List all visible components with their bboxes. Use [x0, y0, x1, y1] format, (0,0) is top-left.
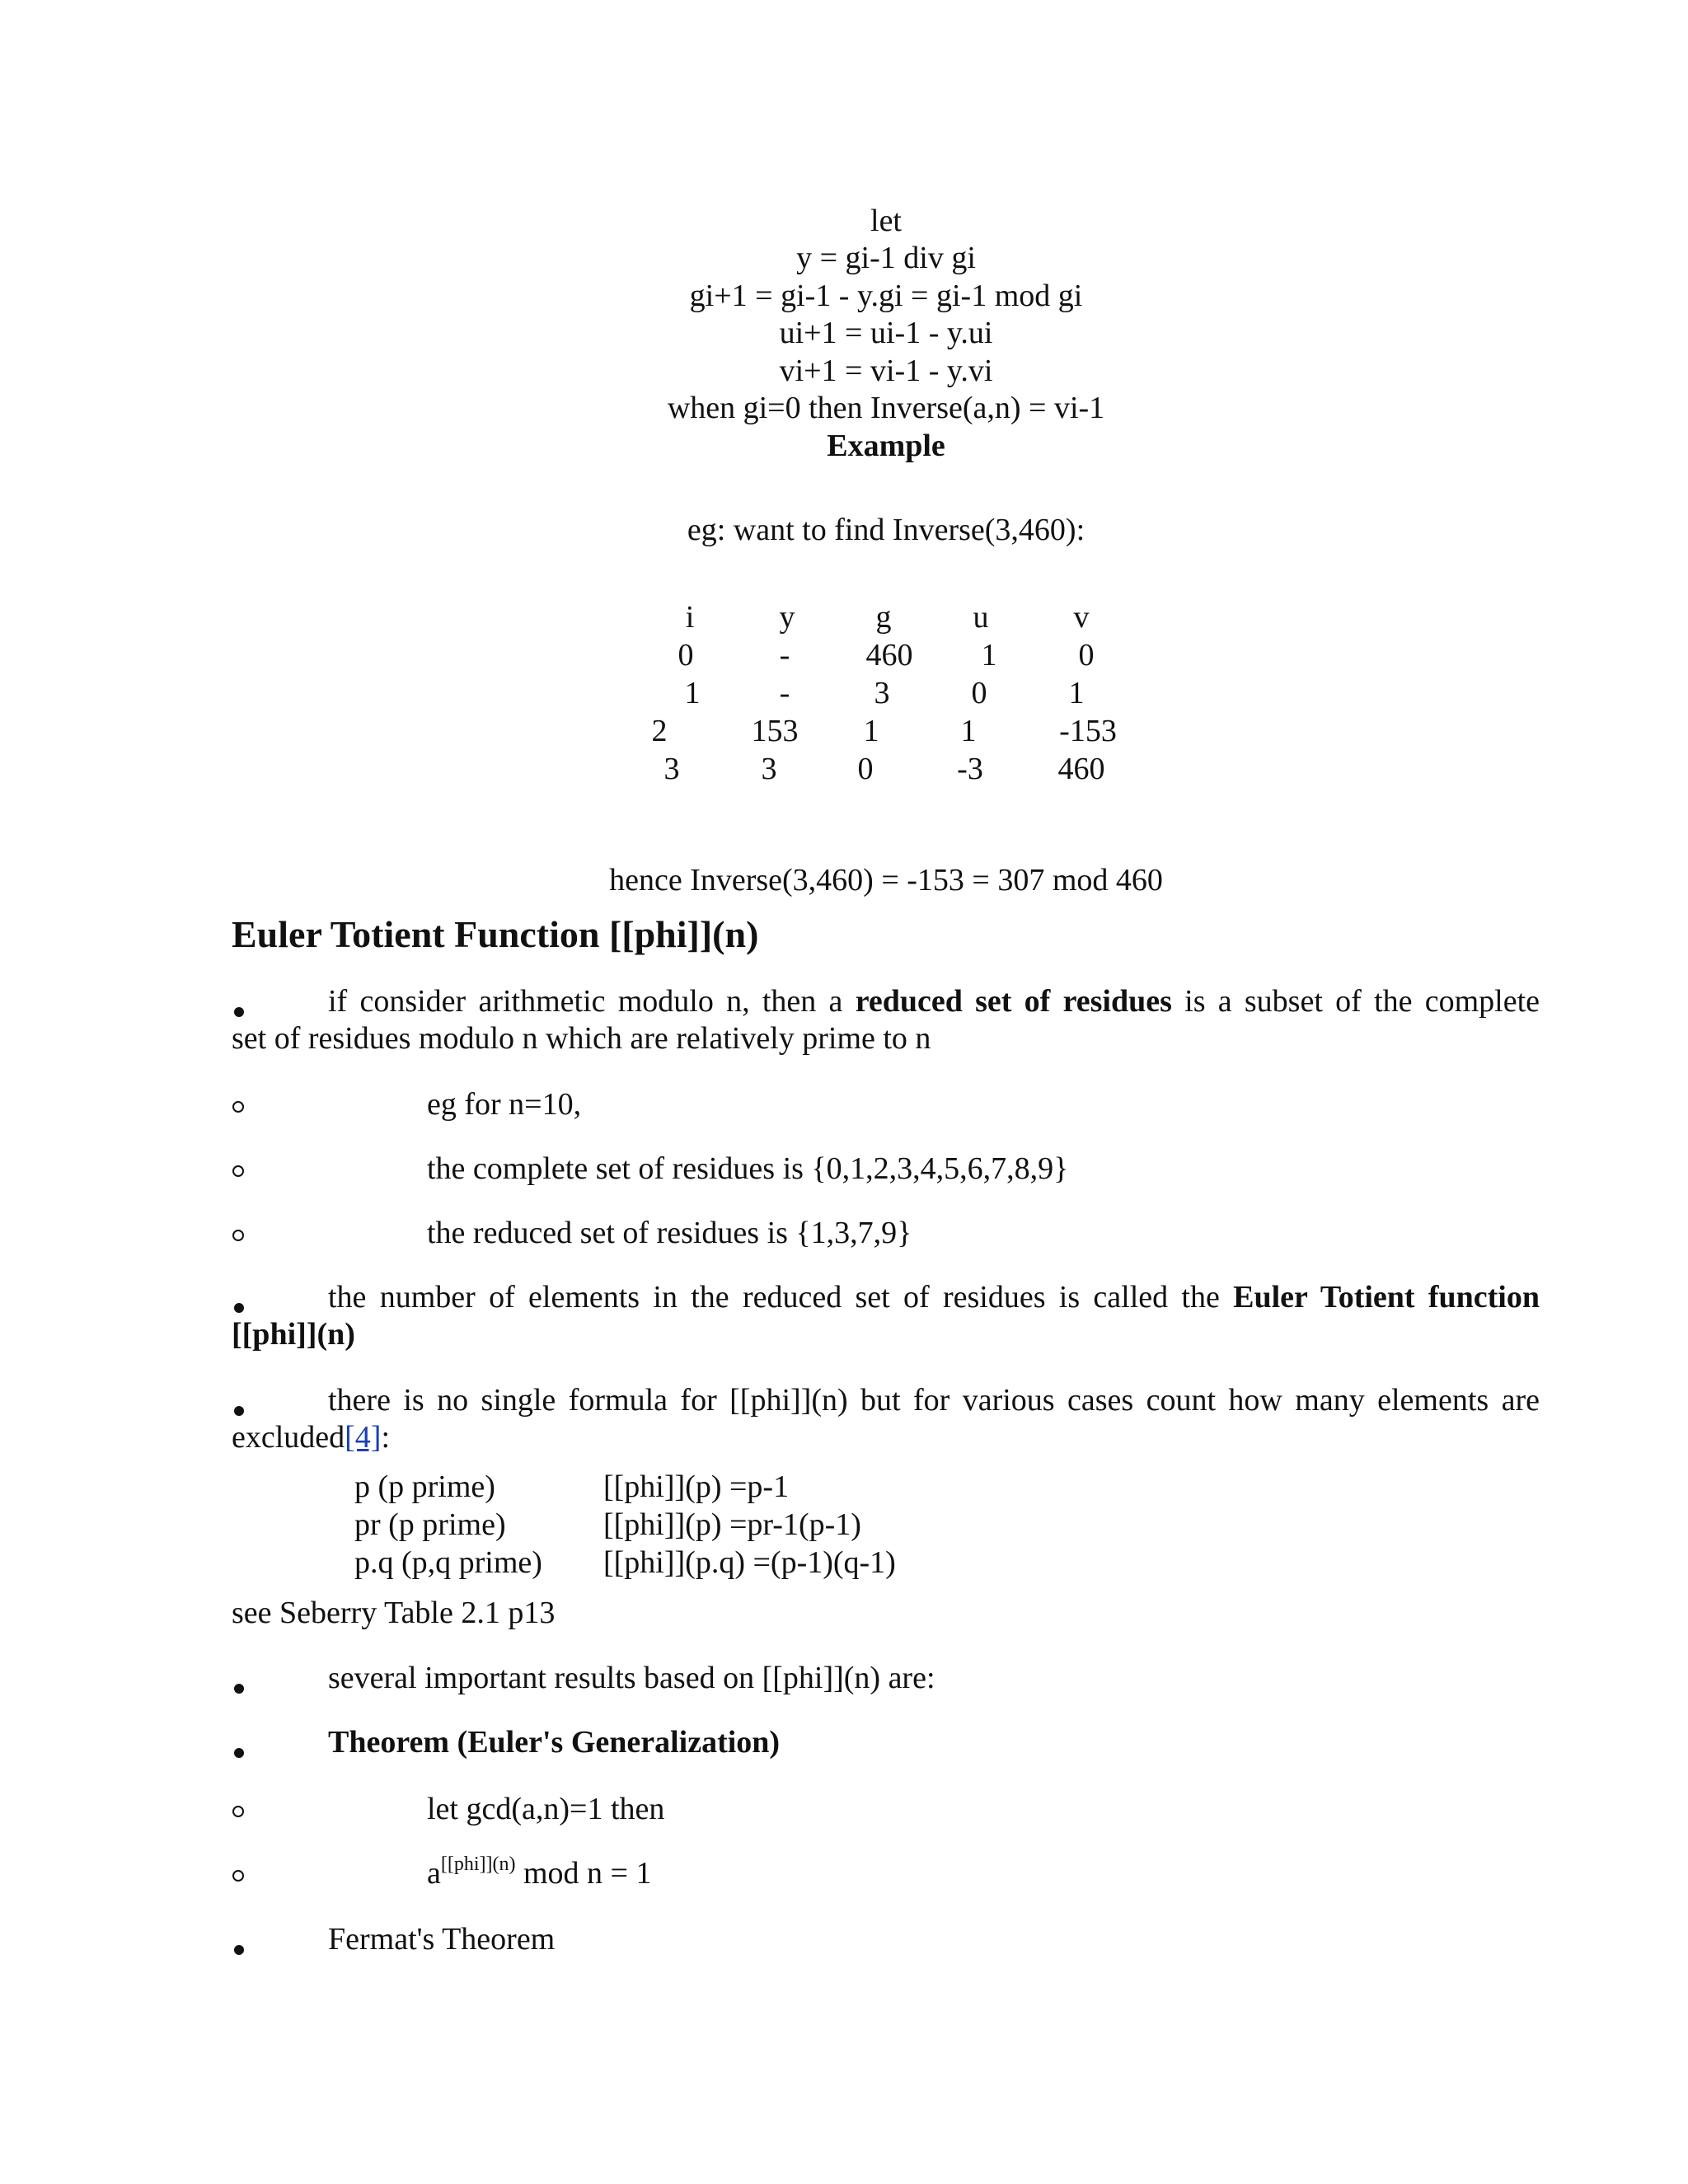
algorithm-line-let: let: [870, 204, 902, 238]
case-right: [[phi]](p.q) =(p-1)(q-1): [603, 1545, 896, 1580]
bullet-dot: [234, 1748, 244, 1758]
bullet3-line1: there is no single formula for [[phi]](n) but for various cases count how many elements are: [328, 1383, 1540, 1418]
table-cell: -153: [1059, 714, 1117, 748]
table-cell: 153: [751, 714, 799, 748]
table-cell: 0: [678, 638, 694, 673]
theorem-item: let gcd(a,n)=1 then: [427, 1792, 665, 1826]
table-cell: 1: [981, 638, 997, 673]
table-header: v: [1073, 600, 1090, 635]
table-cell: -3: [957, 752, 983, 786]
bullet-dot: [234, 1684, 244, 1694]
bullet-dot: [234, 1945, 244, 1955]
table-cell: 460: [1057, 752, 1105, 786]
case-left: p.q (p,q prime): [354, 1545, 542, 1580]
algorithm-line-y: y = gi-1 div gi: [796, 241, 976, 275]
table-header: u: [973, 600, 989, 635]
table-cell: 0: [971, 676, 987, 710]
circle-bullet: [232, 1101, 244, 1113]
reference-link[interactable]: [4]: [345, 1420, 382, 1455]
theorem-heading: Theorem (Euler's Generalization): [328, 1725, 781, 1760]
table-header: y: [779, 600, 795, 635]
example-result: hence Inverse(3,460) = -153 = 307 mod 460: [609, 863, 1163, 898]
table-cell: 3: [761, 752, 777, 786]
bullet-dot: [234, 1303, 244, 1313]
table-header: g: [875, 600, 892, 635]
algorithm-line-v: vi+1 = vi-1 - y.vi: [779, 354, 993, 388]
table-cell: 1: [1068, 676, 1085, 710]
bullet-dot: [234, 1406, 244, 1416]
case-left: pr (p prime): [354, 1507, 506, 1542]
table-cell: 1: [863, 714, 879, 748]
circle-bullet: [232, 1870, 244, 1882]
table-cell: -: [779, 676, 790, 710]
case-right: [[phi]](p) =p-1: [603, 1469, 790, 1504]
see-also: see Seberry Table 2.1 p13: [232, 1596, 556, 1630]
example-intro: eg: want to find Inverse(3,460):: [687, 513, 1085, 547]
bullet4: several important results based on [[phi]](n) are:: [328, 1661, 935, 1695]
section-title: Euler Totient Function [[phi]](n): [232, 913, 759, 955]
table-cell: 460: [865, 638, 913, 673]
bullet2-line1: the number of elements in the reduced set of residues is called the Euler Totient function: [328, 1280, 1540, 1315]
table-cell: 3: [874, 676, 890, 710]
example-heading: Example: [827, 429, 945, 463]
bullet1-line1: if consider arithmetic modulo n, then a reduced set of residues is a subset of the complete: [328, 984, 1540, 1019]
algorithm-line-u: ui+1 = ui-1 - y.ui: [779, 316, 993, 350]
sub-item: the reduced set of residues is {1,3,7,9}: [427, 1216, 912, 1250]
algorithm-line-when: when gi=0 then Inverse(a,n) = vi-1: [667, 391, 1105, 425]
table-cell: 3: [663, 752, 680, 786]
bullet2-line2: [[phi]](n): [232, 1317, 355, 1352]
theorem-formula: $a^{[[phi]](n)}$ mod n = 1: [427, 1854, 652, 1891]
bullet-dot: [234, 1007, 244, 1017]
circle-bullet: [232, 1230, 244, 1241]
sub-item: eg for n=10,: [427, 1087, 582, 1122]
bullet3-line2: excluded[4]:: [232, 1420, 391, 1455]
circle-bullet: [232, 1806, 244, 1817]
algorithm-line-g: gi+1 = gi-1 - y.gi = gi-1 mod gi: [689, 279, 1083, 313]
case-right: [[phi]](p) =pr-1(p-1): [603, 1507, 861, 1542]
circle-bullet: [232, 1165, 244, 1177]
bullet1-line2: set of residues modulo n which are relatively prime to n: [232, 1021, 931, 1056]
bullet-fermat: Fermat's Theorem: [328, 1922, 556, 1957]
table-cell: -: [779, 638, 790, 673]
table-cell: 1: [684, 676, 701, 710]
table-cell: 0: [1078, 638, 1095, 673]
sub-item: the complete set of residues is {0,1,2,3,4,5,6,7,8,9}: [427, 1151, 1069, 1186]
table-header: i: [685, 600, 695, 635]
case-left: p (p prime): [354, 1469, 495, 1504]
table-cell: 2: [651, 714, 668, 748]
table-cell: 1: [960, 714, 977, 748]
table-cell: 0: [857, 752, 874, 786]
